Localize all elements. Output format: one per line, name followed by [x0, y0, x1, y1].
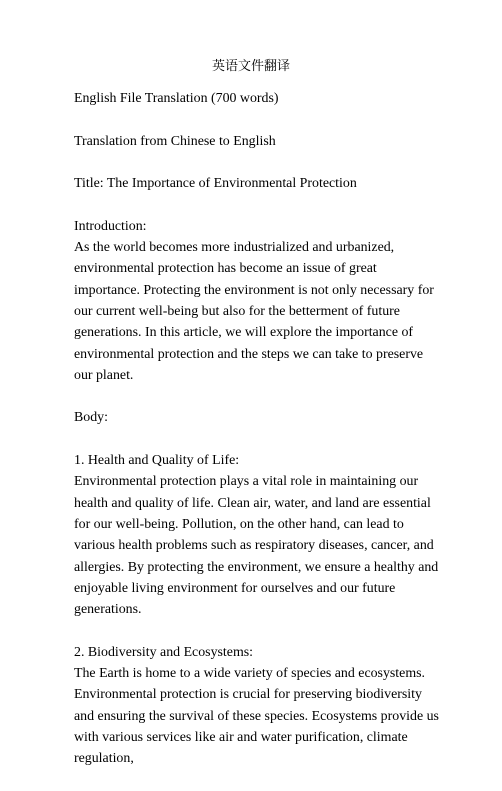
article-title: Title: The Importance of Environmental Protection — [74, 176, 357, 192]
introduction-text: As the world becomes more industrialized and urbanized, environmental protection has become an issue of great importance. Protecting the environment is not only necessary for our current well-being but also for the betterment of future generations. In this article, we will explore the importance of environmental protection and the steps we can take to preserve our planet. — [74, 240, 434, 383]
section-text: The Earth is home to a wide variety of species and ecosystems. Environmental protection is crucial for preserving biodiversity and ensuring the survival of these species. Ecosystems provide us with various services like air and water purification, climate regulation, — [74, 666, 439, 767]
section-biodiversity — [74, 642, 442, 770]
introduction-heading: Introduction: — [74, 218, 147, 234]
introduction-section — [74, 216, 442, 386]
section-heading: 2. Biodiversity and Ecosystems: — [74, 644, 254, 660]
document-title-chinese: 英语文件翻译 — [211, 59, 290, 74]
section-text: Environmental protection plays a vital role in maintaining our health and quality of life. Clean air, water, and land are essential for our well-being. Pollution, on the other hand, can lead to various health problems such as respiratory diseases, cancer, and allergies. By protecting the environment, we ensure a healthy and enjoyable living environment for ourselves and our future generations. — [74, 474, 439, 618]
section-heading: 1. Health and Quality of Life: — [74, 453, 240, 469]
section-health — [74, 450, 442, 620]
body-heading: Body: — [74, 410, 108, 426]
document-subtitle: English File Translation (700 words) — [74, 91, 279, 106]
translation-note: Translation from Chinese to English — [74, 133, 276, 149]
document-body — [74, 88, 442, 791]
